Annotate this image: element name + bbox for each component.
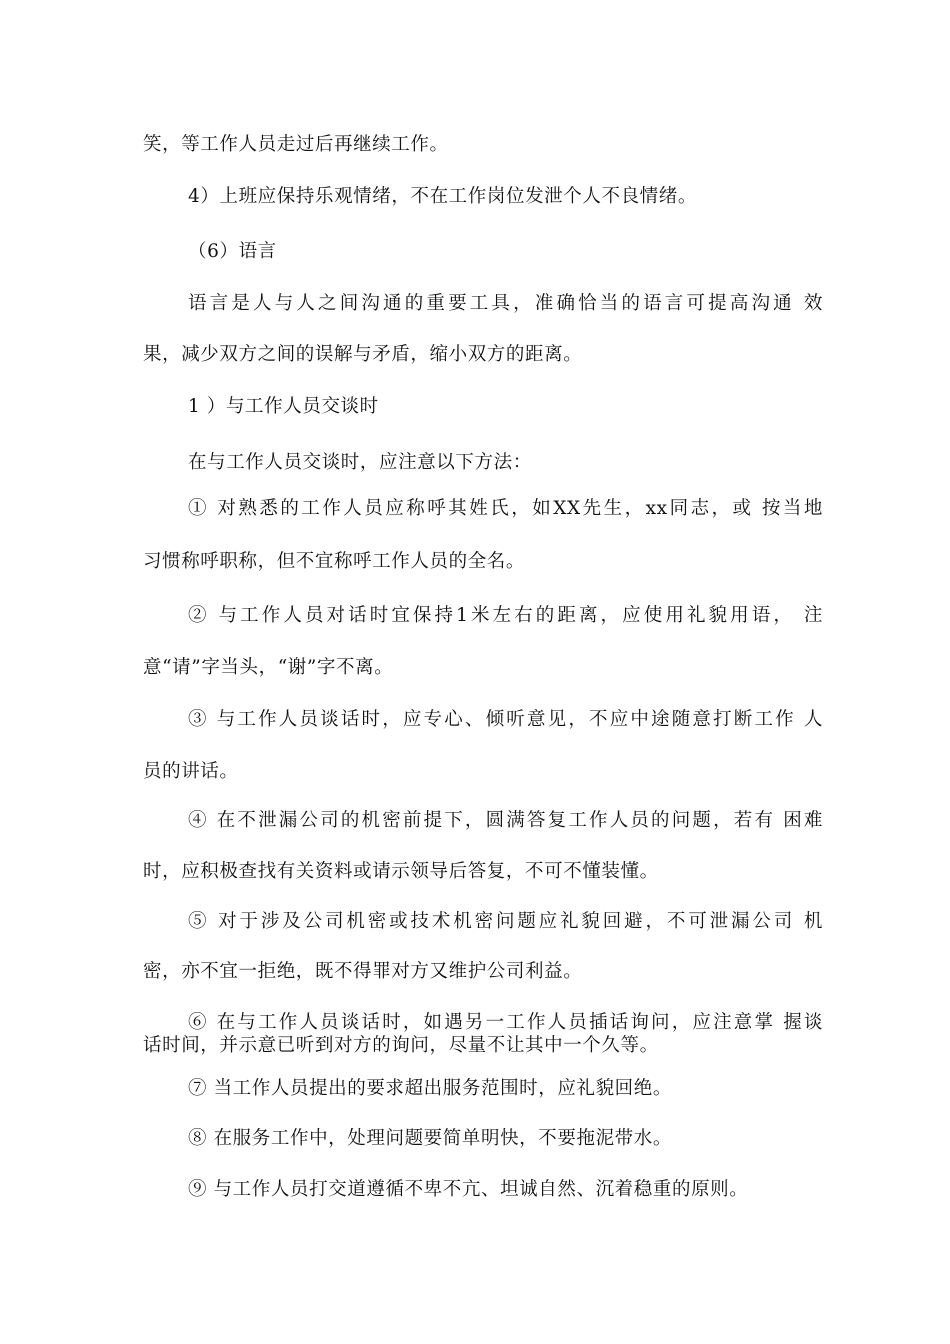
- list-item-1-line-1: ① 对熟悉的工作人员应称呼其姓氏，如XX先生，xx同志，或 按当地: [188, 498, 823, 519]
- list-item-6-line-2: 话时间，并示意已听到对方的询问，尽量不让其中一个久等。: [143, 1035, 659, 1056]
- list-item-5-line-2: 密，亦不宜一拒绝，既不得罪对方又维护公司利益。: [143, 961, 583, 982]
- section-heading-language: （6）语言: [188, 241, 277, 262]
- subheading-talking: 1 ）与工作人员交谈时: [188, 396, 379, 417]
- list-item-2-line-2: 意“请”字当头，“谢”字不离。: [143, 657, 394, 678]
- list-item-2-line-1: ② 与工作人员对话时宜保持1米左右的距离，应使用礼貌用语， 注: [188, 605, 823, 626]
- text-line-2: 4）上班应保持乐观情绪，不在工作岗位发泄个人不良情绪。: [188, 186, 697, 207]
- list-item-7: ⑦ 当工作人员提出的要求超出服务范围时，应礼貌回绝。: [188, 1078, 672, 1099]
- text-line-5: 果，减少双方之间的误解与矛盾，缩小双方的距离。: [143, 344, 583, 365]
- text-line-7: 在与工作人员交谈时，应注意以下方法：: [188, 452, 532, 473]
- list-item-3-line-1: ③ 与工作人员谈话时，应专心、倾听意见，不应中途随意打断工作 人: [188, 709, 823, 730]
- list-item-9: ⑨ 与工作人员打交道遵循不卑不亢、坦诚自然、沉着稳重的原则。: [188, 1179, 749, 1200]
- list-item-5-line-1: ⑤ 对于涉及公司机密或技术机密问题应礼貌回避，不可泄漏公司 机: [188, 911, 823, 932]
- list-item-4-line-2: 时，应积极查找有关资料或请示领导后答复，不可不懂装懂。: [143, 861, 659, 882]
- text-line-1: 笑，等工作人员走过后再继续工作。: [143, 134, 449, 155]
- list-item-6-line-1: ⑥ 在与工作人员谈话时，如遇另一工作人员插话询问，应注意掌 握谈: [188, 1012, 823, 1033]
- list-item-3-line-2: 员的讲话。: [143, 761, 239, 782]
- text-line-4: 语言是人与人之间沟通的重要工具，准确恰当的语言可提高沟通 效: [188, 293, 823, 314]
- list-item-4-line-1: ④ 在不泄漏公司的机密前提下，圆满答复工作人员的问题，若有 困难: [188, 810, 823, 831]
- list-item-8: ⑧ 在服务工作中，处理问题要简单明快，不要拖泥带水。: [188, 1128, 672, 1149]
- list-item-1-line-2: 习惯称呼职称，但不宜称呼工作人员的全名。: [143, 551, 526, 572]
